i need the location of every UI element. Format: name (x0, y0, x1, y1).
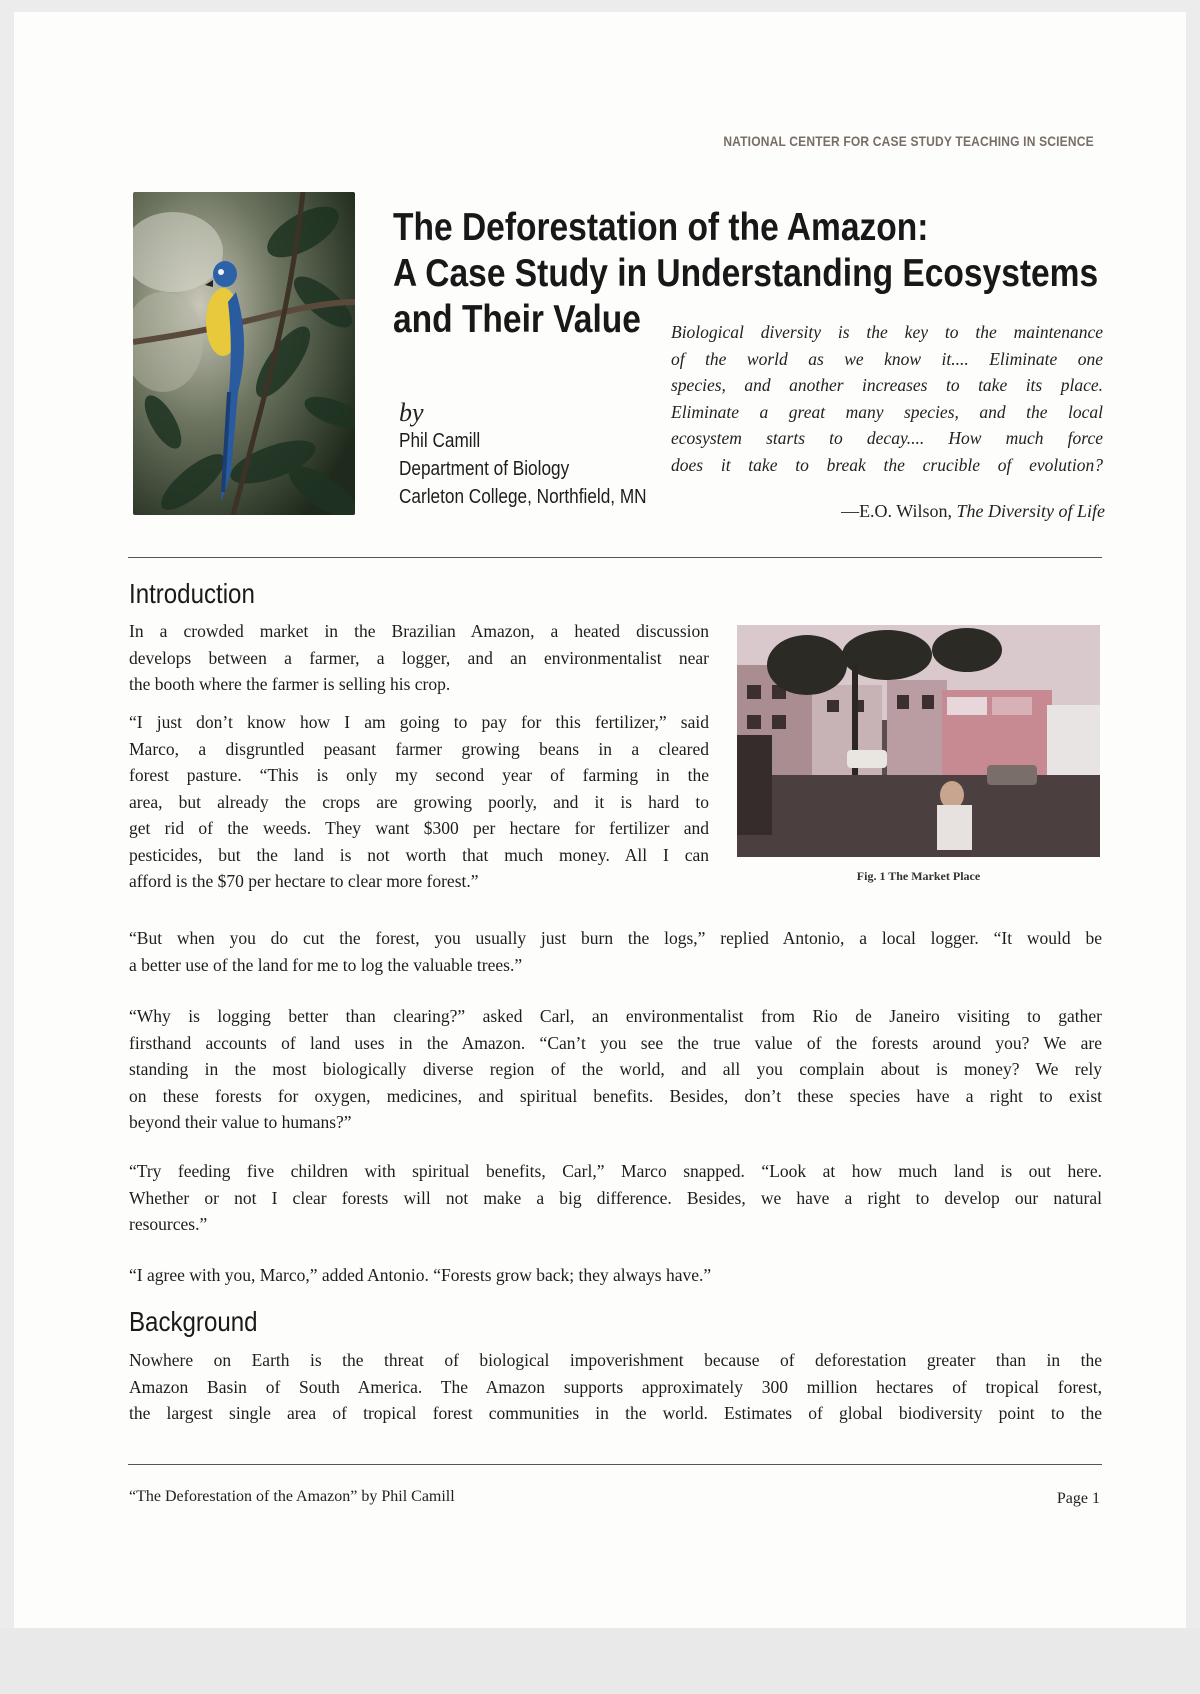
epigraph-line: Eliminate a great many species, and the local (671, 401, 1103, 422)
epigraph-attribution (841, 501, 1105, 522)
author-college: Carleton College, Northfield, MN (399, 486, 647, 508)
text-line: develops between a farmer, a logger, and an environmentalist near (129, 647, 709, 668)
epigraph-line: species, and another increases to take its place. (671, 375, 1103, 395)
epigraph-line: does it take to break the crucible of evolution? (671, 454, 1103, 475)
text-line: In a crowded market in the Brazilian Amazon, a heated discussion (129, 621, 709, 641)
footer-divider (128, 1464, 1102, 1465)
market-place-photo (737, 625, 1100, 857)
divider (128, 557, 1102, 558)
title-line: and Their Value (393, 298, 641, 341)
text-line: afford is the $70 per hectare to clear more forest.” (129, 871, 479, 891)
text-line: standing in the most biologically diverse region of the world, and all you complain about is money? We rely (129, 1059, 1102, 1079)
intro-paragraph-6 (129, 1262, 1102, 1289)
epigraph-line: of the world as we know it.... Eliminate one (671, 348, 1103, 369)
text-line: “I agree with you, Marco,” added Antonio. “Forests grow back; they always have.” (129, 1265, 712, 1285)
intro-paragraph-2 (129, 709, 709, 895)
background-heading: Background (129, 1306, 258, 1337)
epigraph-line: Biological diversity is the key to the maintenance (671, 322, 1103, 342)
background-paragraph-1 (129, 1347, 1102, 1427)
text-line: on these forests for oxygen, medicines, and spiritual benefits. Besides, don’t these species have a right to exist (129, 1085, 1102, 1106)
parrot-photo (133, 192, 355, 515)
text-line: Whether or not I clear forests will not make a big difference. Besides, we have a right to develop our natural (129, 1187, 1102, 1208)
text-line: “I just don’t know how I am going to pay for this fertilizer,” said (129, 712, 709, 732)
byline-by: by (399, 398, 424, 427)
author-block (399, 427, 647, 511)
text-line: area, but already the crops are growing poorly, and it is hard to (129, 791, 709, 812)
text-line: a better use of the land for me to log the valuable trees.” (129, 954, 523, 975)
scan-margin (0, 1628, 1200, 1694)
text-line: Marco, a disgruntled peasant farmer growing beans in a cleared (129, 738, 709, 759)
author-department: Department of Biology (399, 458, 570, 480)
intro-paragraph-3 (129, 925, 1102, 978)
title-line: A Case Study in Understanding Ecosystems (393, 252, 1099, 295)
text-line: Amazon Basin of South America. The Amazon supports approximately 300 million hectares of tropical forest, (129, 1376, 1102, 1397)
intro-paragraph-5 (129, 1158, 1102, 1238)
text-line: Nowhere on Earth is the threat of biological impoverishment because of deforestation greater than in the (129, 1350, 1102, 1370)
figure-caption: Fig. 1 The Market Place (856, 869, 981, 883)
text-line: “Try feeding five children with spiritual benefits, Carl,” Marco snapped. “Look at how much land is out here. (129, 1161, 1102, 1181)
text-line: pesticides, but the land is not worth that much money. All I can (129, 844, 709, 865)
attribution-source: The Diversity of Life (956, 501, 1105, 521)
footer-citation: “The Deforestation of the Amazon” by Phil Camill (129, 1488, 455, 1505)
organization-header: NATIONAL CENTER FOR CASE STUDY TEACHING IN SCIENCE (723, 133, 1094, 149)
attribution-author: —E.O. Wilson, (841, 501, 953, 521)
title-line: The Deforestation of the Amazon: (393, 206, 929, 249)
text-line: the booth where the farmer is selling his crop. (129, 674, 451, 694)
text-line: the largest single area of tropical forest communities in the world. Estimates of global biodiversity point to the (129, 1403, 1102, 1423)
epigraph (671, 319, 1103, 478)
text-line: firsthand accounts of land uses in the Amazon. “Can’t you see the true value of the forests around you? We are (129, 1032, 1102, 1053)
author-name: Phil Camill (399, 430, 481, 452)
text-line: “But when you do cut the forest, you usually just burn the logs,” replied Antonio, a local logger. “It would be (129, 928, 1102, 948)
text-line: get rid of the weeds. They want $300 per hectare for fertilizer and (129, 818, 709, 838)
epigraph-line: ecosystem starts to decay.... How much force (671, 428, 1103, 448)
intro-paragraph-1 (129, 618, 709, 698)
text-line: resources.” (129, 1214, 208, 1234)
page-number: Page 1 (1056, 1490, 1100, 1507)
text-line: “Why is logging better than clearing?” asked Carl, an environmentalist from Rio de Janeiro visiting to gather (129, 1006, 1102, 1026)
text-line: beyond their value to humans?” (129, 1112, 352, 1132)
introduction-heading: Introduction (129, 578, 255, 609)
intro-paragraph-4 (129, 1003, 1102, 1136)
text-line: forest pasture. “This is only my second year of farming in the (129, 765, 709, 785)
